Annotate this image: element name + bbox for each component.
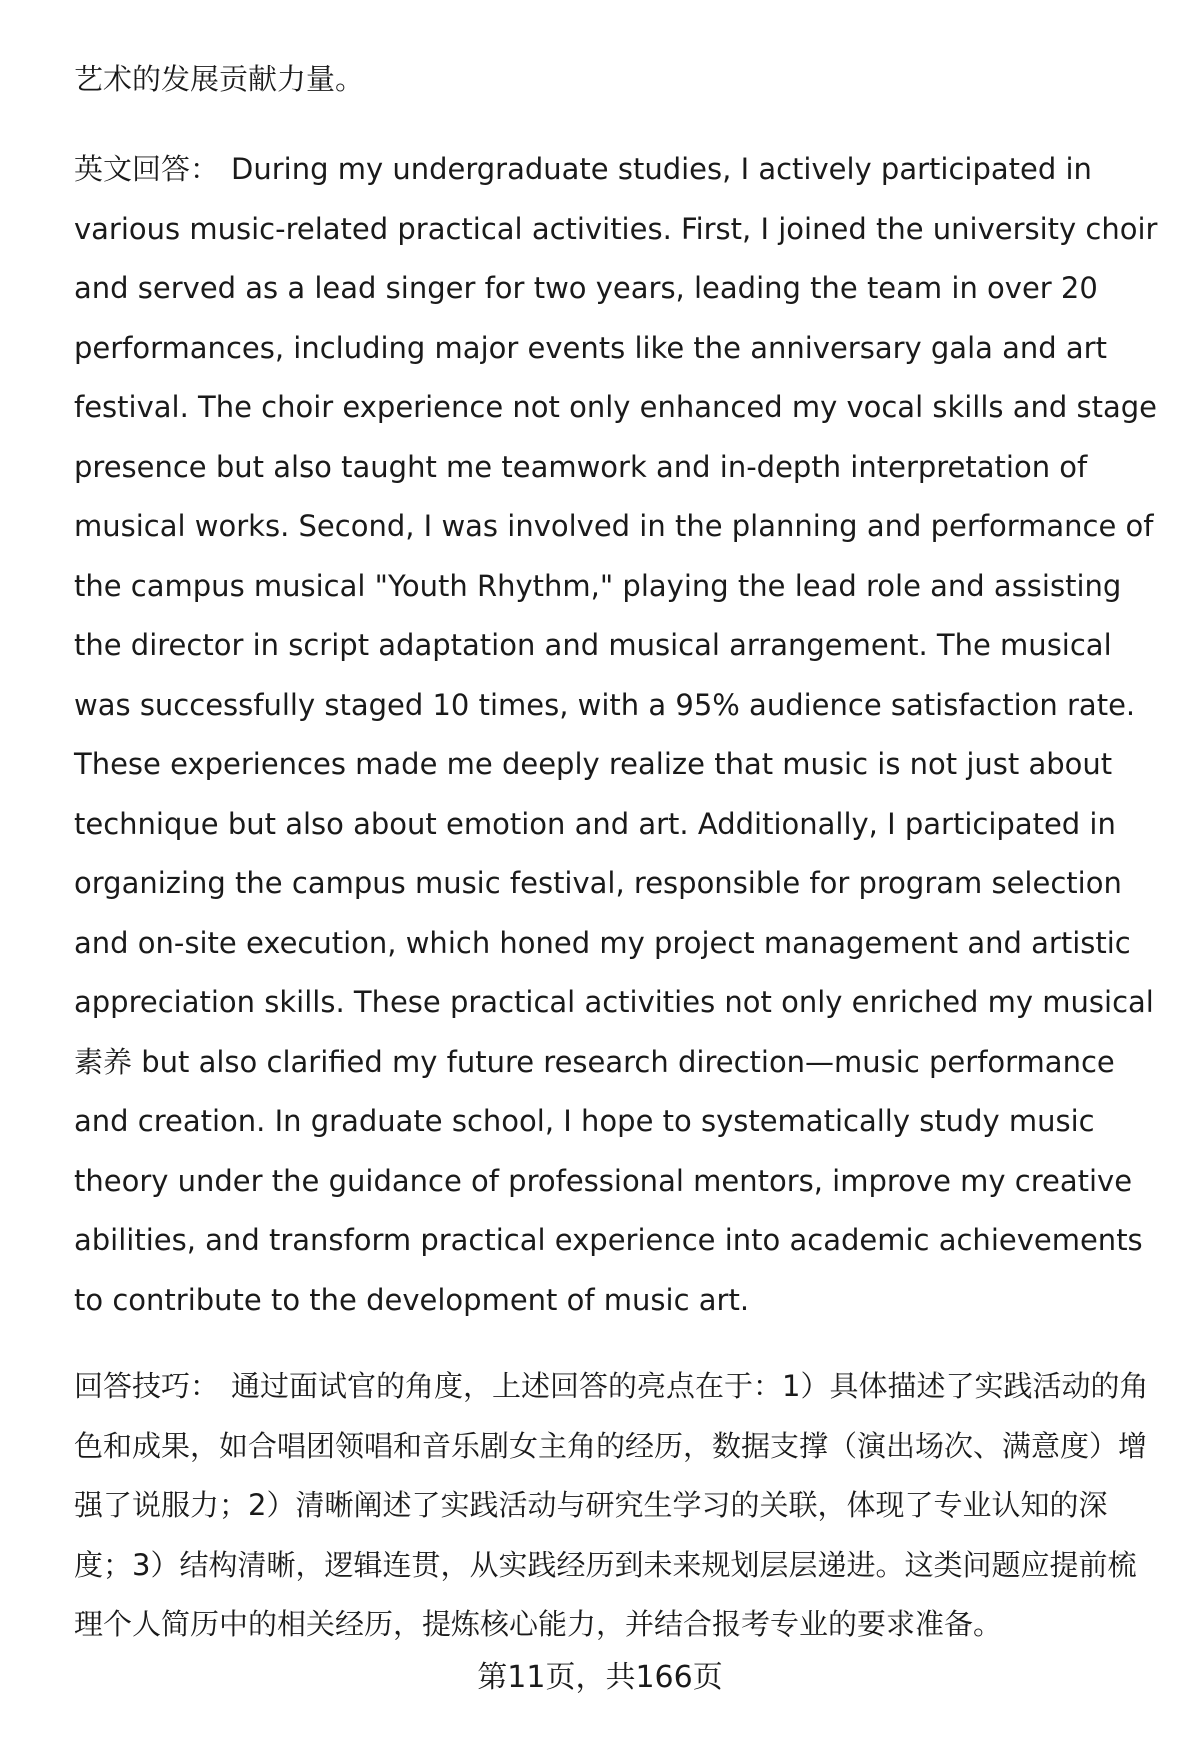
tips-label: 回答技巧： bbox=[74, 1369, 220, 1403]
english-answer-label: 英文回答： bbox=[74, 152, 220, 186]
english-answer-paragraph bbox=[74, 140, 1164, 1330]
tips-text: 通过面试官的角度，上述回答的亮点在于：1）具体描述了实践活动的角色和成果，如合唱团领唱和音乐剧女主角的经历，数据支撑（演出场次、满意度）增强了说服力；2）清晰阐述了实践活动与研究生学习的关联，体现了专业认知的深度；3）结构清晰，逻辑连贯，从实践经历到未来规划层层递进。这类问题应提前梳理个人简历中的相关经历，提炼核心能力，并结合报考专业的要求准备。 bbox=[74, 1369, 1149, 1641]
page-number: 第11页，共166页 bbox=[477, 1660, 723, 1695]
tips-paragraph bbox=[74, 1357, 1164, 1655]
english-answer-text: During my undergraduate studies, I actively participated in various music-related practical activities. First, I joined the university choir and served as a lead singer for two years, leading the team in over 20 performances, including major events like the anniversary gala and art festival. The choir experience not only enhanced my vocal skills and stage presence but also taught me teamwork and in-depth interpretation of musical works. Second, I was involved in the planning and performance of the campus musical "Youth Rhythm," playing the lead role and assisting the director in script adaptation and musical arrangement. The musical was successfully staged 10 times, with a 95% audience satisfaction rate. These experiences made me deeply realize that music is not just about technique but also about emotion and art. Additionally, I participated in organizing the campus music festival, responsible for program selection and on-site execution, which honed my project management and artistic appreciation skills. These practical activities not only enriched my musical素养 but also clarified my future research direction—music performance and creation. In graduate school, I hope to systematically study music theory under the guidance of professional mentors, improve my creative abilities, and transform practical experience into academic achievements to contribute to the development of music art. bbox=[74, 152, 1158, 1317]
intro-tail-paragraph: 艺术的发展贡献力量。 bbox=[74, 62, 365, 96]
